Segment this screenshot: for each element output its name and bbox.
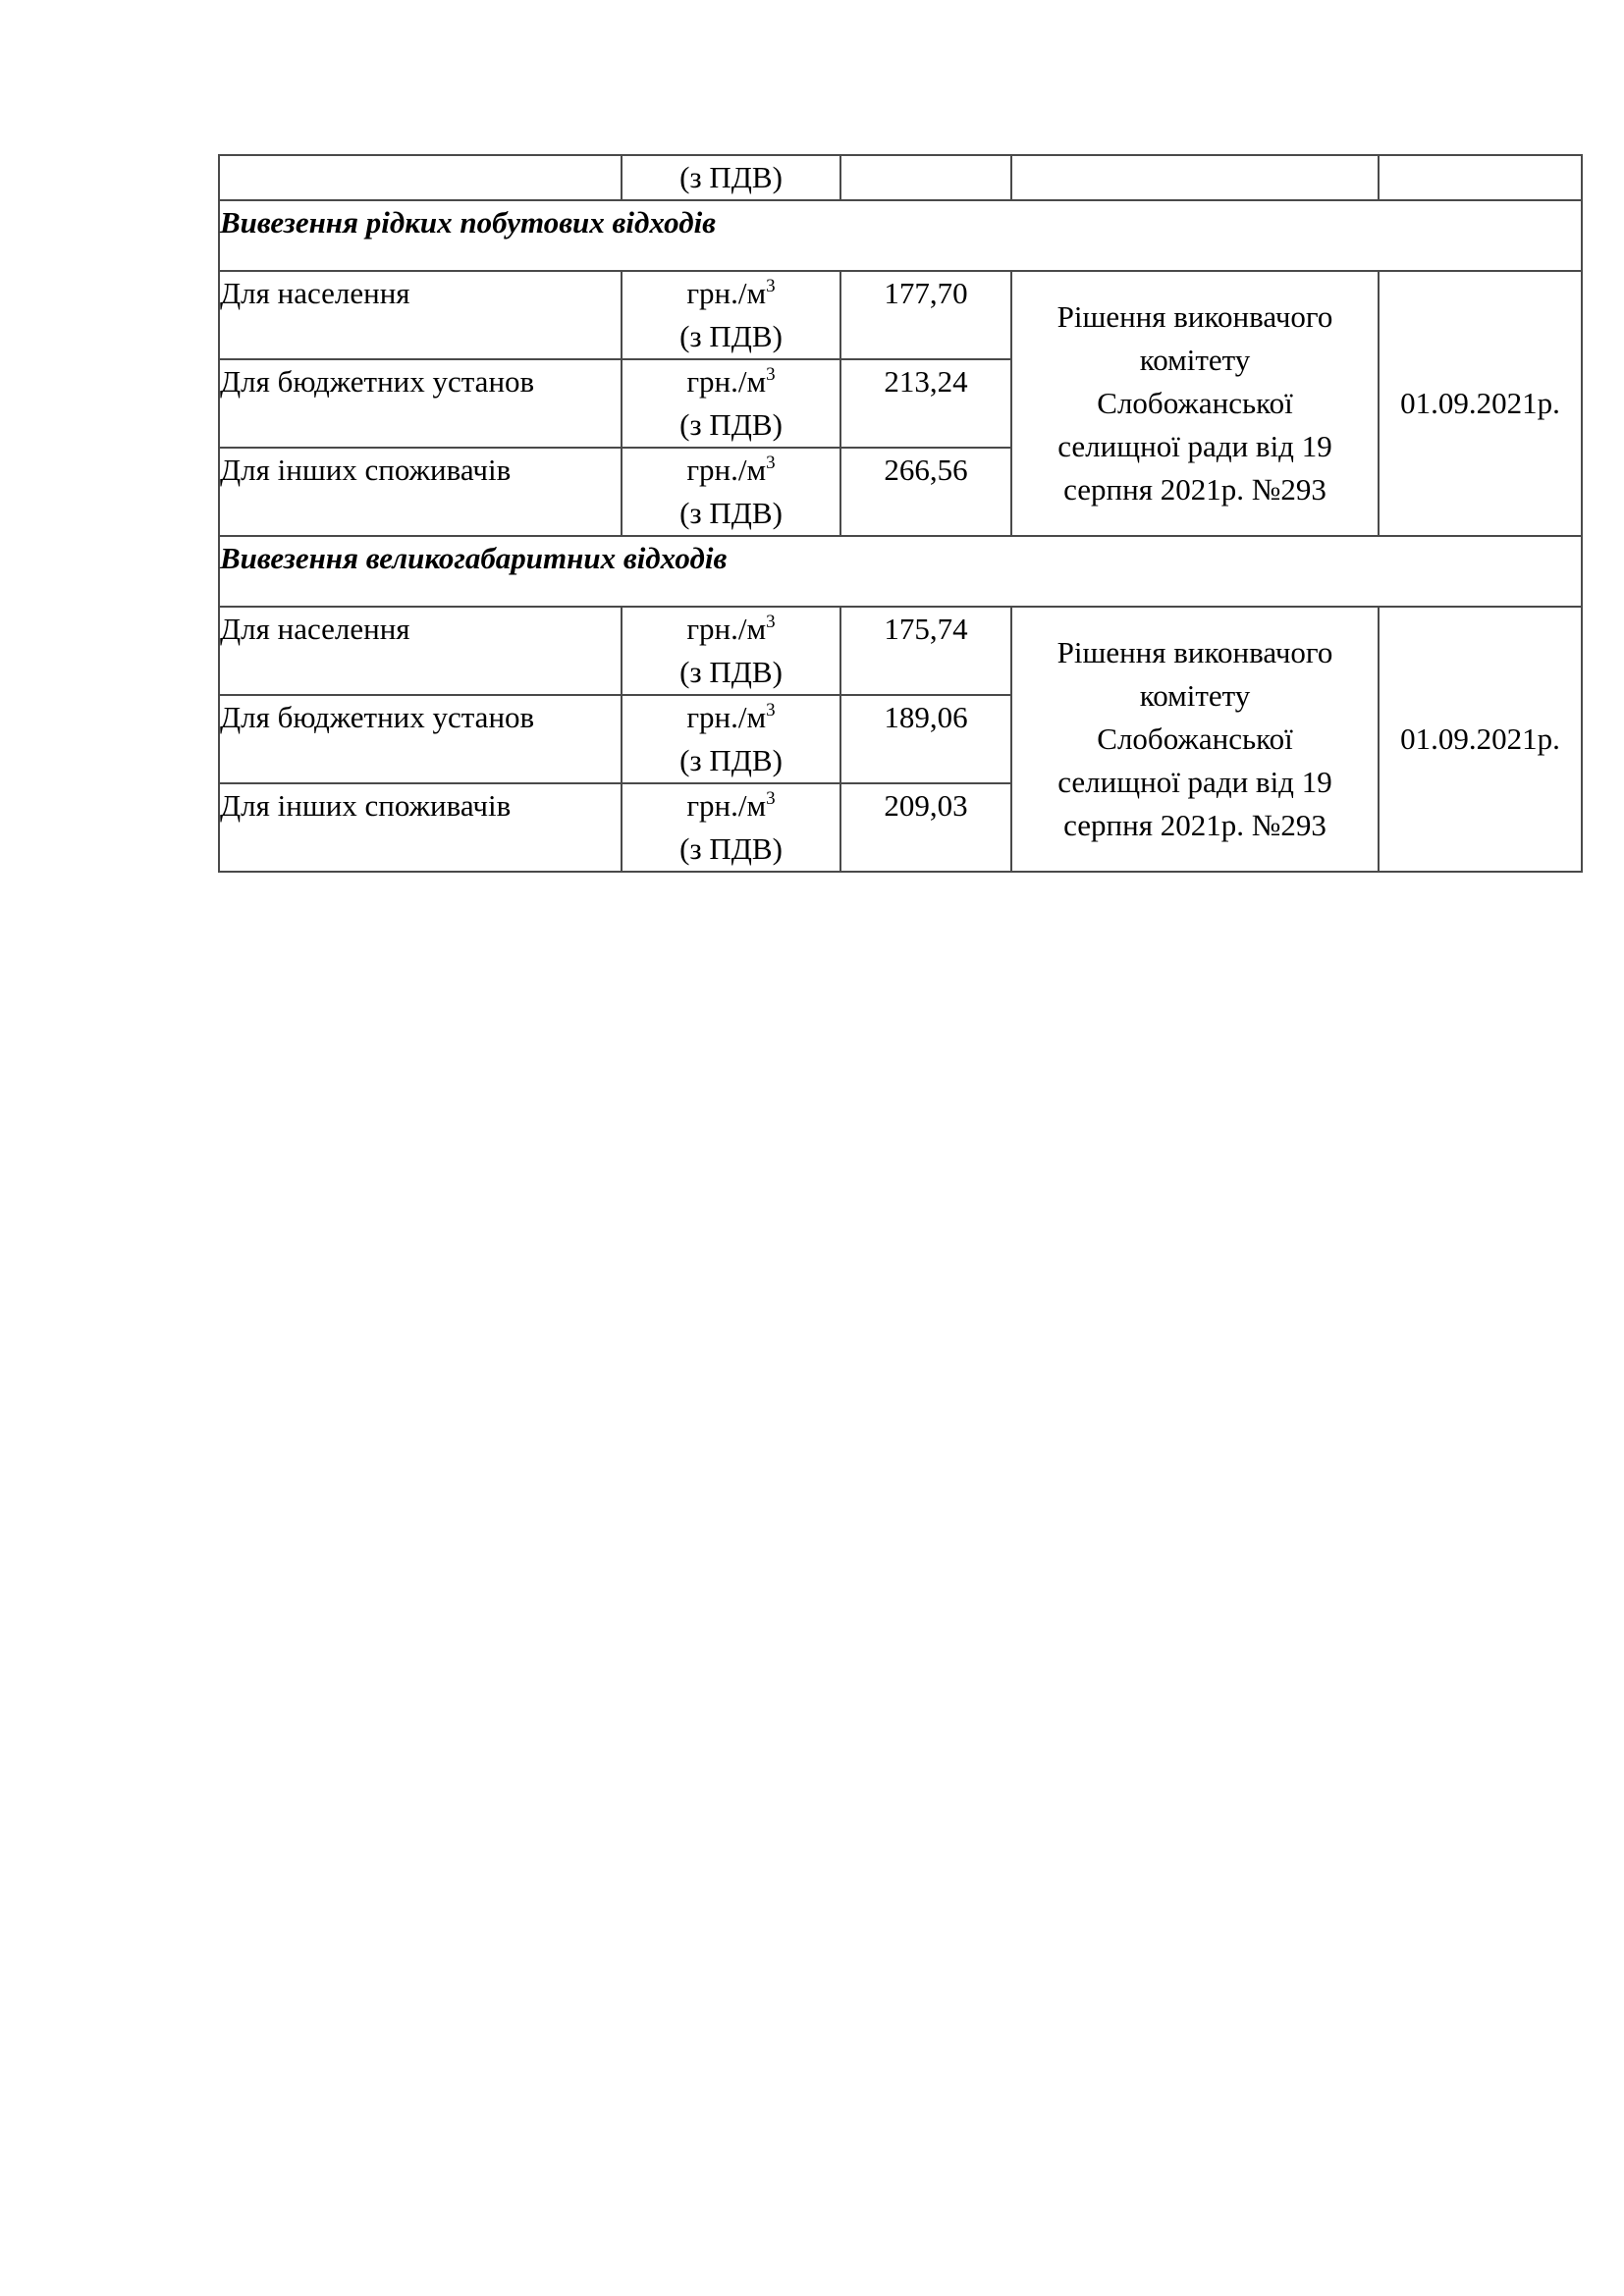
unit-vat-text: (з ПДВ)	[679, 496, 783, 530]
unit-vat-text: (з ПДВ)	[679, 319, 783, 353]
unit-exponent: 3	[766, 364, 776, 385]
empty-cell	[840, 155, 1011, 200]
price-cell: 213,24	[840, 359, 1011, 448]
unit-exponent: 3	[766, 612, 776, 632]
unit-cell	[622, 271, 840, 359]
document-cell	[1011, 271, 1379, 536]
document-line: Рішення виконвачого	[1056, 299, 1333, 334]
unit-cell	[622, 155, 840, 200]
price-cell: 266,56	[840, 448, 1011, 536]
unit-vat-text: (з ПДВ)	[679, 407, 783, 442]
unit-vat-text: (з ПДВ)	[679, 831, 783, 866]
empty-cell	[1011, 155, 1379, 200]
document-line: селищної ради від 19	[1057, 765, 1332, 799]
unit-base: грн./м	[686, 276, 767, 310]
price-cell: 189,06	[840, 695, 1011, 783]
unit-exponent: 3	[766, 700, 776, 721]
effective-date-cell: 01.09.2021р.	[1379, 607, 1582, 872]
unit-vat-text: (з ПДВ)	[679, 160, 783, 194]
unit-vat-text: (з ПДВ)	[679, 743, 783, 777]
unit-base: грн./м	[686, 788, 767, 823]
unit-exponent: 3	[766, 276, 776, 296]
unit-cell	[622, 607, 840, 695]
tariff-table	[218, 154, 1583, 873]
unit-base: грн./м	[686, 612, 767, 646]
unit-vat-text: (з ПДВ)	[679, 655, 783, 689]
consumer-cell: Для інших споживачів	[219, 783, 622, 872]
price-cell: 175,74	[840, 607, 1011, 695]
effective-date-cell: 01.09.2021р.	[1379, 271, 1582, 536]
table-row	[219, 607, 1582, 695]
unit-base: грн./м	[686, 364, 767, 399]
consumer-cell: Для бюджетних установ	[219, 695, 622, 783]
document-line: комітету	[1139, 343, 1251, 377]
consumer-cell: Для населення	[219, 607, 622, 695]
unit-cell	[622, 359, 840, 448]
unit-exponent: 3	[766, 788, 776, 809]
document-cell	[1011, 607, 1379, 872]
section-header-row	[219, 536, 1582, 607]
document-line: Слобожанської	[1097, 386, 1293, 420]
consumer-cell: Для інших споживачів	[219, 448, 622, 536]
document-line: Рішення виконвачого	[1056, 635, 1333, 669]
section-title: Вивезення великогабаритних відходів	[219, 536, 1582, 607]
document-line: селищної ради від 19	[1057, 429, 1332, 463]
unit-cell	[622, 448, 840, 536]
unit-base: грн./м	[686, 453, 767, 487]
price-cell: 209,03	[840, 783, 1011, 872]
unit-base: грн./м	[686, 700, 767, 734]
price-cell: 177,70	[840, 271, 1011, 359]
empty-cell	[219, 155, 622, 200]
document-line: Слобожанської	[1097, 721, 1293, 756]
document-line: комітету	[1139, 678, 1251, 713]
unit-exponent: 3	[766, 453, 776, 473]
consumer-cell: Для населення	[219, 271, 622, 359]
empty-cell	[1379, 155, 1582, 200]
continuation-row	[219, 155, 1582, 200]
document-line: серпня 2021р. №293	[1063, 808, 1326, 842]
unit-cell	[622, 695, 840, 783]
section-title: Вивезення рідких побутових відходів	[219, 200, 1582, 271]
table-row	[219, 271, 1582, 359]
unit-cell	[622, 783, 840, 872]
section-header-row	[219, 200, 1582, 271]
document-line: серпня 2021р. №293	[1063, 472, 1326, 507]
consumer-cell: Для бюджетних установ	[219, 359, 622, 448]
